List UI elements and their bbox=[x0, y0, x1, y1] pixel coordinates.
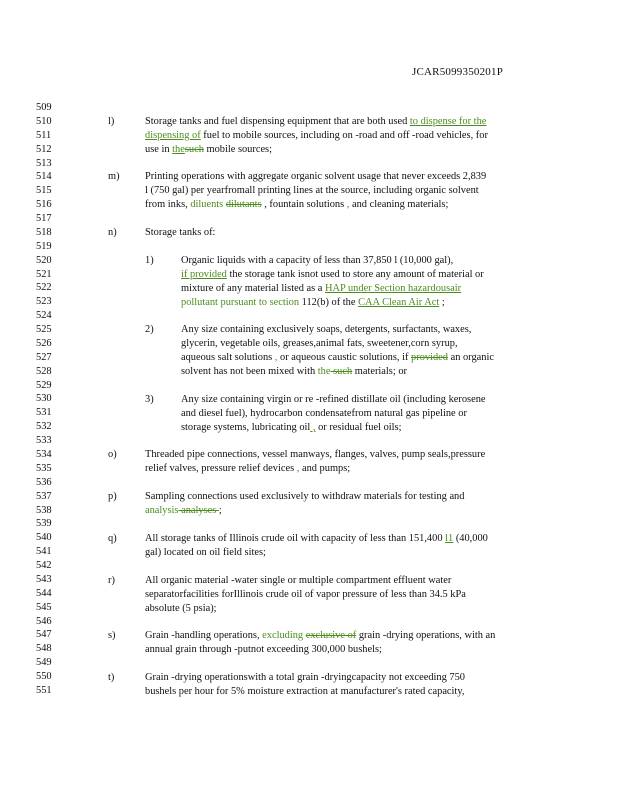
deleted-text: dilutants bbox=[225, 199, 262, 210]
item-marker-r: r) bbox=[108, 575, 115, 586]
sub-item-marker-3: 3) bbox=[145, 394, 154, 405]
text-line: All storage tanks of Illinois crude oil with capacity of less than 151,400 l1 (40,000 bbox=[145, 533, 488, 544]
text-line: All organic material -water single or multiple compartment effluent water bbox=[145, 575, 452, 586]
line-number: 529 bbox=[36, 379, 52, 391]
item-marker-o: o) bbox=[108, 449, 117, 460]
text-line: aqueous salt solutions , or aqueous caustic solutions, if provided an organic bbox=[181, 352, 494, 363]
line-number: 515 bbox=[36, 185, 52, 197]
deleted-text: exclusive of bbox=[305, 630, 357, 641]
line-number: 530 bbox=[36, 393, 52, 405]
inserted-text: the bbox=[317, 366, 331, 377]
line-number: 527 bbox=[36, 351, 52, 363]
line-number: 546 bbox=[36, 615, 52, 627]
inserted-text: , bbox=[274, 352, 278, 363]
inserted-text: diluents bbox=[190, 199, 224, 210]
inserted-text: HAP under Section hazardousair bbox=[324, 283, 462, 294]
text-line: Grain -drying operationswith a total grain -dryingcapacity not exceeding 750 bbox=[145, 672, 465, 683]
deleted-text: such bbox=[330, 366, 353, 377]
text-line: Storage tanks and fuel dispensing equipment that are both used to dispense for the bbox=[145, 116, 487, 127]
line-number: 524 bbox=[36, 310, 52, 322]
line-number: 532 bbox=[36, 421, 52, 433]
line-number: 539 bbox=[36, 518, 52, 530]
text-line: separatorfacilities forIllinois crude oil of vapor pressure of less than 34.5 kPa bbox=[145, 589, 466, 600]
text-line: Storage tanks of: bbox=[145, 227, 216, 238]
inserted-text: the bbox=[172, 144, 185, 155]
line-number: 551 bbox=[36, 684, 52, 696]
inserted-text: dispensing of bbox=[145, 130, 201, 141]
inserted-text: pollutant pursuant to section bbox=[181, 297, 300, 308]
line-number: 521 bbox=[36, 268, 52, 280]
line-number: 540 bbox=[36, 532, 52, 544]
line-number: 525 bbox=[36, 324, 52, 336]
line-number: 523 bbox=[36, 296, 52, 308]
deleted-text: analyses bbox=[178, 505, 219, 516]
document-id: JCAR5099350201P bbox=[412, 66, 504, 78]
text-line: Sampling connections used exclusively to withdraw materials for testing and bbox=[145, 491, 465, 502]
text-line: glycerin, vegetable oils, greases,animal fats, sweetener,corn syrup, bbox=[181, 338, 458, 349]
inserted-text: , bbox=[310, 422, 316, 433]
line-number: 533 bbox=[36, 435, 52, 447]
text-line: use in thesuch mobile sources; bbox=[145, 144, 272, 155]
text-line: dispensing of fuel to mobile sources, including on -road and off -road vehicles, for bbox=[145, 130, 488, 141]
line-number: 511 bbox=[36, 129, 52, 141]
line-number: 514 bbox=[36, 171, 52, 183]
item-marker-m: m) bbox=[108, 171, 120, 182]
line-number: 545 bbox=[36, 601, 52, 613]
line-number: 509 bbox=[36, 102, 52, 113]
line-number: 519 bbox=[36, 240, 52, 252]
item-marker-p: p) bbox=[108, 491, 117, 502]
line-number: 544 bbox=[36, 587, 52, 599]
inserted-text: Clean Air Act bbox=[379, 297, 440, 308]
item-marker-l: l) bbox=[108, 116, 115, 127]
line-number: 550 bbox=[36, 671, 52, 683]
text-line: Organic liquids with a capacity of less than 37,850 l (10,000 gal), bbox=[181, 255, 454, 266]
text-line: mixture of any material listed as a HAP under Section hazardousair bbox=[181, 283, 462, 294]
item-marker-s: s) bbox=[108, 630, 116, 641]
line-number: 538 bbox=[36, 504, 52, 516]
line-number: 518 bbox=[36, 226, 52, 238]
inserted-text: CAA bbox=[358, 297, 380, 308]
line-number: 537 bbox=[36, 490, 52, 502]
text-line: bushels per hour for 5% moisture extraction at manufacturer's rated capacity, bbox=[145, 686, 465, 697]
text-line: Any size containing virgin or re -refined distillate oil (including kerosene bbox=[181, 394, 486, 405]
text-line: annual grain through -putnot exceeding 300,000 bushels; bbox=[145, 644, 382, 655]
line-number: 536 bbox=[36, 476, 52, 488]
line-number: 531 bbox=[36, 407, 52, 419]
line-number: 510 bbox=[36, 115, 52, 127]
inserted-text: if provided bbox=[181, 269, 227, 280]
item-marker-n: n) bbox=[108, 227, 117, 238]
text-line: and diesel fuel), hydrocarbon condensatefrom natural gas pipeline or bbox=[181, 408, 467, 419]
item-marker-q: q) bbox=[108, 533, 117, 544]
deleted-text: such bbox=[184, 144, 204, 155]
sub-item-marker-2: 2) bbox=[145, 324, 154, 335]
line-number: 541 bbox=[36, 546, 52, 558]
line-number: 522 bbox=[36, 282, 52, 294]
inserted-text: l1 bbox=[445, 533, 454, 544]
text-line: storage systems, lubricating oil , or residual fuel oils; bbox=[181, 422, 402, 433]
line-number: 513 bbox=[36, 157, 52, 169]
text-line: solvent has not been mixed with the such materials; or bbox=[181, 366, 407, 377]
text-line: relief valves, pressure relief devices , and pumps; bbox=[145, 463, 351, 474]
line-number: 512 bbox=[36, 143, 52, 155]
line-number: 526 bbox=[36, 337, 52, 349]
sub-item-marker-1: 1) bbox=[145, 255, 154, 266]
deleted-text: provided bbox=[411, 352, 448, 363]
text-line: Threaded pipe connections, vessel manways, flanges, valves, pump seals,pressure bbox=[145, 449, 486, 460]
line-number: 548 bbox=[36, 643, 52, 655]
line-number: 542 bbox=[36, 560, 52, 572]
line-number: 543 bbox=[36, 573, 52, 585]
line-number: 547 bbox=[36, 629, 52, 641]
text-line: Printing operations with aggregate organic solvent usage that never exceeds 2,839 bbox=[145, 171, 487, 182]
item-marker-t: t) bbox=[108, 672, 115, 683]
text-line: from inks, diluents dilutants , fountain solutions , and cleaning materials; bbox=[145, 199, 449, 210]
text-line: Grain -handling operations, excluding exclusive of grain -drying operations, with an bbox=[145, 630, 496, 641]
inserted-text: , bbox=[296, 463, 300, 474]
text-line: if provided the storage tank isnot used to store any amount of material or bbox=[181, 269, 484, 280]
inserted-text: to dispense for the bbox=[409, 116, 487, 127]
text-line: gal) located on oil field sites; bbox=[145, 547, 266, 558]
text-line: analysis analyses ; bbox=[145, 505, 222, 516]
text-line: pollutant pursuant to section 112(b) of the CAA Clean Air Act ; bbox=[181, 297, 445, 308]
inserted-text: , bbox=[346, 199, 350, 210]
line-number: 528 bbox=[36, 365, 52, 377]
inserted-text: analysis bbox=[145, 505, 179, 516]
line-number: 535 bbox=[36, 462, 52, 474]
line-number: 516 bbox=[36, 199, 52, 211]
line-number: 517 bbox=[36, 213, 52, 225]
text-line: Any size containing exclusively soaps, detergents, surfactants, waxes, bbox=[181, 324, 472, 335]
line-number: 549 bbox=[36, 657, 52, 669]
line-number: 534 bbox=[36, 449, 52, 460]
text-line: absolute (5 psia); bbox=[145, 603, 217, 614]
line-number: 520 bbox=[36, 254, 52, 266]
text-line: l (750 gal) per yearfromall printing lines at the source, including organic solvent bbox=[145, 185, 479, 196]
inserted-text: excluding bbox=[262, 630, 304, 641]
